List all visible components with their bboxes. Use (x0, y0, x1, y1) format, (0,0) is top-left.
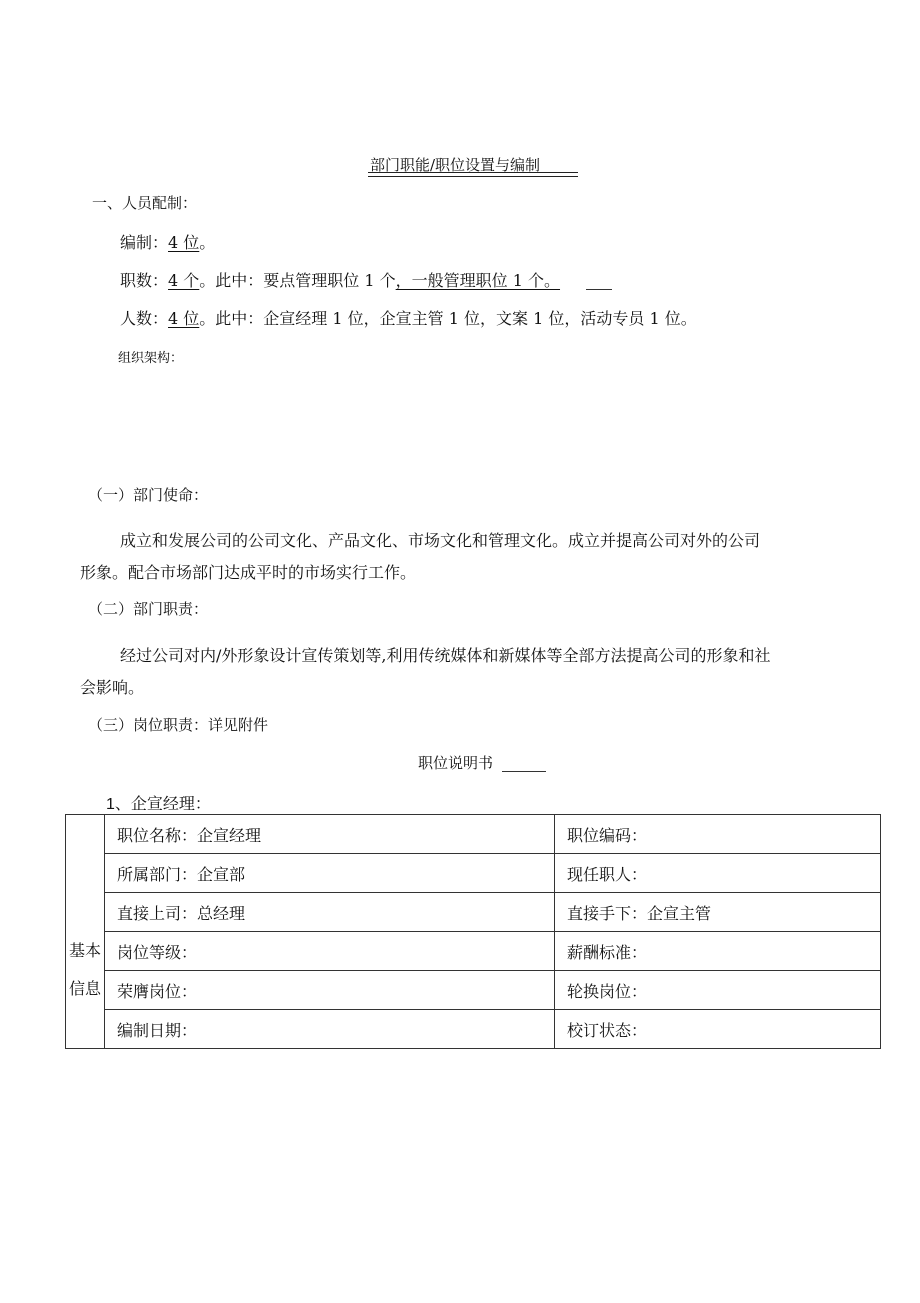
duties-text-line1: 经过公司对内/外形象设计宣传策划等,利用传统媒体和新媒体等全部方法提高公司的形象和社 (120, 646, 771, 665)
job-code-cell: 职位编码： (555, 815, 881, 854)
mission-text-line2: 形象。配合市场部门达成平时的市场实行工作。 (80, 563, 417, 582)
job-title-cell: 职位名称：企宣经理 (105, 815, 555, 854)
headcount-value: 4 位 (168, 309, 200, 328)
positions-label: 职数： (120, 271, 169, 290)
job-desc-title: 职位说明书 (418, 754, 494, 772)
table-row (66, 854, 881, 893)
positions-trailing-underline (586, 289, 612, 290)
current-holder-cell: 现任职人： (555, 854, 881, 893)
revision-status-cell: 校订状态： (555, 1010, 881, 1049)
job-desc-title-underline (502, 771, 546, 772)
positions-value: 4 个 (168, 271, 200, 290)
headcount-label: 人数： (120, 309, 169, 328)
table-row (66, 815, 881, 854)
positions-line (120, 268, 560, 291)
salary-standard-cell: 薪酬标准： (555, 932, 881, 971)
headcount-detail: 。此中：企宣经理 1 位，企宣主管 1 位，文案 1 位，活动专员 1 位。 (199, 309, 697, 328)
job1-heading-text: 企宣经理： (130, 794, 211, 813)
promotion-post-cell: 荣膺岗位： (105, 971, 555, 1010)
department-cell: 所属部门：企宣部 (105, 854, 555, 893)
headcount-line (120, 306, 697, 329)
table-row (66, 971, 881, 1010)
mission-text-line1: 成立和发展公司的公司文化、产品文化、市场文化和管理文化。成立并提高公司对外的公司 (120, 531, 761, 550)
positions-detail-a: 。此中：要点管理职位 1 个 (199, 271, 396, 290)
job1-heading (106, 791, 211, 814)
post-duties-heading: （三）岗位职责：详见附件 (88, 716, 269, 734)
compiled-date-cell: 编制日期： (105, 1010, 555, 1049)
duties-heading: （二）部门职责： (88, 600, 209, 618)
direct-report-cell: 直接手下：企宣主管 (555, 893, 881, 932)
title-underline (368, 172, 578, 177)
table-row (66, 932, 881, 971)
establishment-value: 4 位 (168, 233, 200, 252)
page-title: 部门职能/职位设置与编制 (370, 156, 541, 174)
side-label-line1: 基本 (68, 940, 101, 960)
establishment-line (120, 230, 215, 253)
establishment-suffix: 。 (199, 233, 216, 252)
org-chart-label: 组织架构： (118, 351, 184, 366)
establishment-label: 编制： (120, 233, 169, 252)
mission-heading: （一）部门使命： (88, 486, 209, 504)
side-label-line2: 信息 (68, 978, 101, 998)
rotation-post-cell: 轮换岗位： (555, 971, 881, 1010)
table-row (66, 1010, 881, 1049)
table-row (66, 893, 881, 932)
job1-info-table (65, 814, 881, 1049)
post-grade-cell: 岗位等级： (105, 932, 555, 971)
job1-heading-num: 1、 (106, 796, 131, 813)
direct-superior-cell: 直接上司：总经理 (105, 893, 555, 932)
duties-text-line2: 会影响。 (80, 678, 145, 697)
staffing-heading: 一、人员配制： (92, 194, 198, 212)
basic-info-side-label (66, 815, 105, 1049)
positions-detail-b: ，一般管理职位 1 个。 (395, 271, 561, 290)
